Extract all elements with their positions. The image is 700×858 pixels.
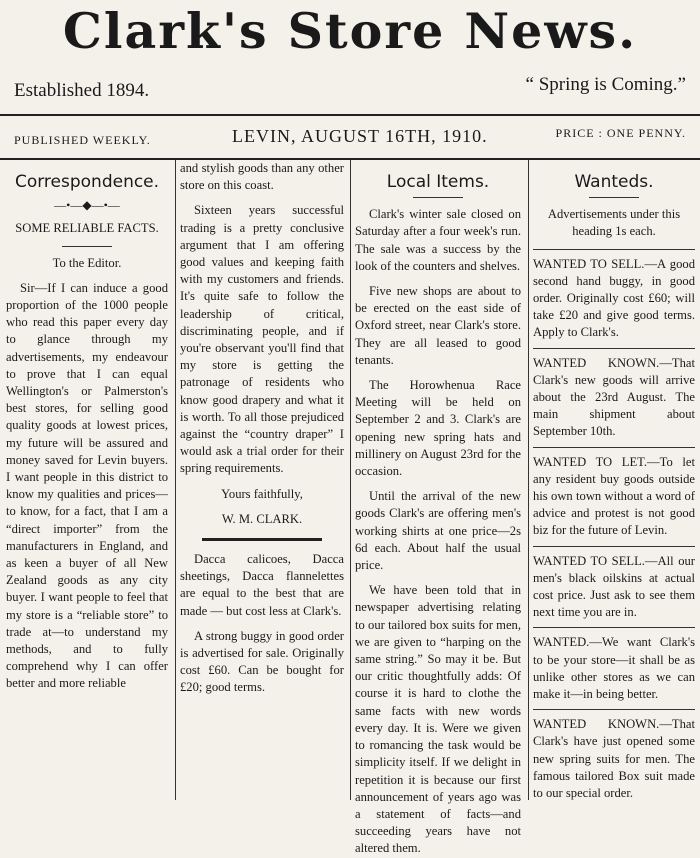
local-item: Clark's winter sale closed on Saturday after a four week's run. The sale was a success by the look of the counters and shelves. [355, 207, 521, 273]
buggy-paragraph: A strong buggy in good order is advertised for sale. Originally cost £60. Can be bought for £20; good terms. [180, 628, 344, 695]
column-divider [528, 160, 529, 800]
wanted-ad: WANTED KNOWN.—That Clark's new goods will arrive about the 23rd August. The main shipment about September 10th. [533, 348, 695, 441]
letter-continued: and stylish goods than any other store on this coast. [180, 161, 344, 193]
masthead-title: Clark's Store News. [62, 2, 638, 60]
column-correspondence [6, 160, 168, 800]
closing: Yours faithfully, [221, 486, 303, 501]
dateline: LEVIN, AUGUST 16TH, 1910. [232, 126, 488, 146]
column-divider [350, 160, 351, 800]
ornament-divider: —•—◆—•— [54, 198, 120, 213]
price: PRICE : ONE PENNY. [555, 126, 686, 140]
wanted-ad: WANTED TO SELL.—All our men's black oilskins at actual cost price. Just ask to see them next time you are in. [533, 546, 695, 622]
local-item: We have been told that in newspaper advertising relating to our tailored box suits for men, we are given to “harping on the same string.” So may it be. But our critic thoughtfully adds: Of course it is hard to clothe the same facts with new words every day. It is. Were we given to romancing the task would be simplicity itself. If we delight in repetition it is because our first announcement of years ago was a statement of facts—and succeeding years have not altered them. [355, 583, 521, 856]
wanted-ad: WANTED KNOWN.—That Clark's have just opened some new spring suits for men. The famous tailored Box suit made to our special order. [533, 709, 695, 802]
thick-rule [202, 538, 322, 541]
established-line: Established 1894. [14, 80, 150, 101]
dacca-paragraph: Dacca calicoes, Dacca sheetings, Dacca flannelettes are equal to the best that are made — but cost less at Clark's. [180, 552, 344, 618]
column-divider [175, 160, 176, 800]
column-letter-continued [180, 160, 344, 800]
local-item: Until the arrival of the new goods Clark's are offering men's working shirts at one price—2s 6d each. About half the usual price. [355, 489, 521, 573]
wanted-ad: WANTED.—We want Clark's to be your store—it shall be as unlike other stores as we can make it—in being better. [533, 627, 695, 703]
letter-paragraph: Sixteen years successful trading is a pretty conclusive argument that I am offering good values and keeping faith with my customers and friends. It's quite safe to follow the leadership of critical, discriminating people, and if you're observant you'll find that my store is getting the patronage of residents who know good drapery and what it is worth. To all those prejudiced against the “country draper” I would ask a trial order for their spring requirements. [180, 203, 344, 476]
signature: W. M. CLARK. [221, 511, 303, 526]
local-item: The Horowhenua Race Meeting will be held on September 2 and 3. Clark's are opening new spring hats and millinery on August 23rd for the occasion. [355, 378, 521, 479]
column-wanteds [533, 160, 695, 800]
published-weekly: PUBLISHED WEEKLY. [14, 133, 151, 147]
slogan: “ Spring is Coming.” [525, 74, 686, 95]
wanteds-heading: Wanteds. [574, 172, 654, 192]
to-editor: To the Editor. [52, 255, 122, 270]
wanted-ad: WANTED TO LET.—To let any resident buy goods outside his own town without a word of advice and protest is not good biz for the future of Levin. [533, 447, 695, 540]
letter-body: Sir—If I can induce a good proportion of the 1000 people who read this paper every day to glance through my advertisements, my endeavour to prove that I can equal Wellington's or Palmerston's best stores, for selling good quality goods at lowest prices, my future will be assured and money saved for Levin buyers. I want people in this district to know my qualities and prices—to know, for a fact, that I am a “direct importer” from the manufacturers in England, and as keen a buyer of all New Zealand goods as any city buyer. I want people to feel that my store is a “reliable store” to trade at—to understand my methods, and to fully comprehend why I can offer better and more reliable [6, 280, 168, 691]
facts-subhead: SOME RELIABLE FACTS. [15, 221, 159, 236]
wanted-ad: WANTED TO SELL.—A good second hand buggy, in good order. Originally cost £60; will take £20 and give good terms. Apply to Clark's. [533, 249, 695, 342]
small-rule [589, 197, 639, 198]
wanteds-intro: Advertisements under this heading 1s each. [547, 207, 681, 239]
column-local-items [355, 160, 521, 856]
small-rule [62, 246, 112, 247]
local-item: Five new shops are about to be erected on the east side of Oxford street, near Clark's store. They are all leased to good tenants. [355, 284, 521, 367]
small-rule [413, 197, 463, 198]
correspondence-heading: Correspondence. [14, 172, 160, 192]
top-rule [0, 114, 700, 116]
local-items-heading: Local Items. [386, 172, 490, 192]
